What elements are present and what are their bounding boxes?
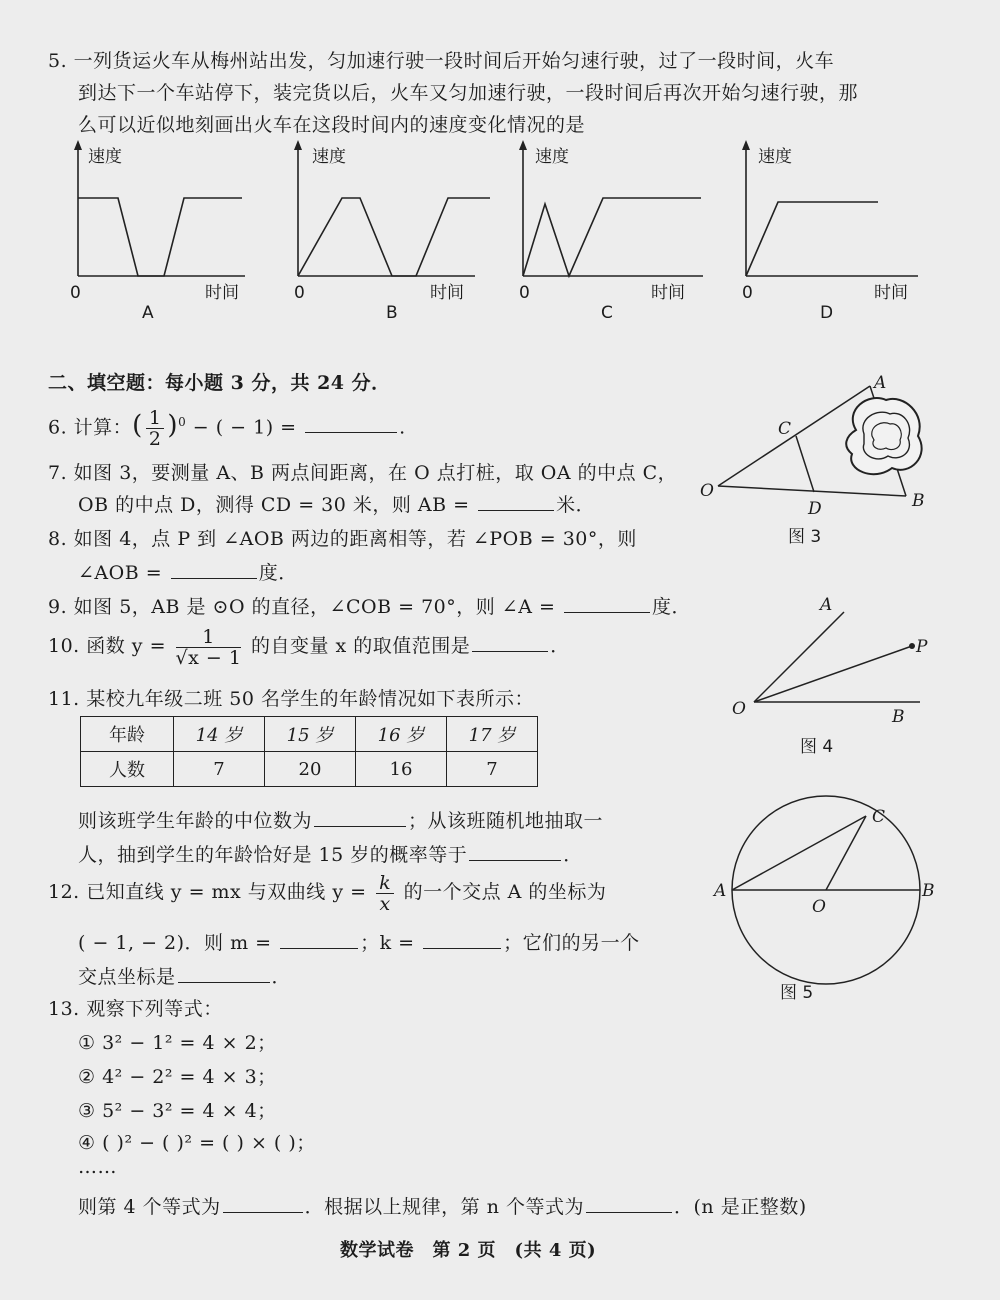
q8-unit: 度． [258,562,298,584]
graph-a-ylabel: 速度 [88,147,122,167]
table-cell: 年龄 [81,717,174,752]
q11-line3-text: 人，抽到学生的年龄恰好是 15 岁的概率等于 [78,844,468,866]
table-row [81,717,538,752]
table-cell: 16 岁 [356,717,447,752]
q6: 6. 计算：( $\frac{1}{2}$ )$^0$ − ( − 1) = . [48,406,406,450]
q12-m-blank[interactable] [280,947,358,949]
q6-answer-blank[interactable] [305,431,397,433]
graph-d-xlabel: 时间 [874,283,908,303]
q13-eq4: ④ ( )² − ( )² = ( ) × ( )； [78,1132,316,1154]
q5-line2: 到达下一个车站停下，装完货以后，火车又匀加速行驶，一段时间后再次开始匀速行驶，那 [78,82,859,104]
q13-line1: 13. 观察下列等式： [48,998,223,1020]
q13-eq1: ① 3² − 1² = 4 × 2； [78,1032,277,1054]
graph-c-ylabel: 速度 [535,147,569,167]
fig3-caption: 图 3 [788,527,822,547]
table-cell: 16 [356,752,447,787]
fig4-label-b: B [892,707,905,727]
graph-b-label: B [386,303,398,323]
q13-eq2: ② 4² − 2² = 4 × 3； [78,1066,277,1088]
q8-line1: 8. 如图 4，点 P 到 ∠AOB 两边的距离相等，若 ∠POB = 30°，则 [48,528,637,550]
q6-den: 2 [148,427,162,450]
q11-line1: 11. 某校九年级二班 50 名学生的年龄情况如下表所示： [48,688,535,710]
q6-end: . [399,416,406,439]
q11-line2-text: 则该班学生年龄的中位数为 [78,810,313,832]
fig3-label-b: B [912,491,925,511]
q6-num: 1 [146,408,165,429]
q10-end: ． [550,635,570,657]
table-cell: 17 岁 [447,717,538,752]
q11-line3-end: ． [563,844,583,866]
figure-3 [696,370,946,550]
q10-fraction [176,627,242,668]
q11-line2 [78,806,603,833]
q11-probability-blank[interactable] [469,859,561,861]
graph-d-ylabel: 速度 [758,147,792,167]
age-table [80,716,538,787]
q7-unit: 米． [556,494,596,516]
q8-line2 [78,558,298,585]
q6-prefix: 6. 计算： [48,416,133,439]
q6-exp: 0 [178,415,187,429]
figure-5 [708,798,948,1008]
q12-text-a: 12. 已知直线 y = mx 与双曲线 y = [48,881,374,903]
fig3-label-o: O [700,481,714,501]
table-cell: 7 [174,752,265,787]
q12-num: k [376,873,394,894]
q12-line3 [78,962,291,989]
q12-line1 [48,870,606,914]
figure-4 [726,590,946,760]
table-cell: 7 [447,752,538,787]
graph-d-label: D [820,303,834,323]
q10-answer-blank[interactable] [472,650,548,652]
q12-line3-end: ． [271,966,292,988]
graph-a-label: A [142,303,154,323]
q6-fraction [146,408,165,449]
q12-line2-rest: ；它们的另一个 [503,932,640,954]
page-footer: 数学试卷 第 2 页 (共 4 页) [340,1240,597,1261]
table-cell: 人数 [81,752,174,787]
q13-last-text-b: ．根据以上规律，第 n 个等式为 [304,1196,584,1218]
table-cell: 15 岁 [265,717,356,752]
graph-c [505,140,705,330]
fig3-label-a: A [874,373,887,393]
q11-median-blank[interactable] [314,825,406,827]
q6-rest: − ( − 1) = [186,416,304,439]
table-cell: 20 [265,752,356,787]
q9-unit: 度． [651,596,691,618]
q11-line2-rest: ；从该班随机地抽取一 [408,810,604,832]
q12-fraction [376,873,394,914]
q5-line1: 5. 一列货运火车从梅州站出发，匀加速行驶一段时间后开始匀速行驶，过了一段时间，火车 [48,50,835,72]
graph-a [60,140,250,330]
graph-d [728,140,928,330]
q12-line2-text: ( − 1, − 2)．则 m = [78,932,279,954]
q8-line2-text: ∠AOB = [78,562,169,584]
q12-line2 [78,928,640,955]
q7-answer-blank[interactable] [478,509,554,511]
q13-fourth-eq-blank[interactable] [223,1211,303,1213]
graph-c-label: C [601,303,613,323]
graph-c-origin: 0 [519,283,530,303]
q13-last-text-a: 则第 4 个等式为 [78,1196,221,1218]
q5-line3: 么可以近似地刻画出火车在这段时间内的速度变化情况的是 [78,114,586,136]
q10-text-a: 10. 函数 y = [48,635,173,657]
fig3-label-c: C [778,419,792,439]
q12-line3-text: 交点坐标是 [78,966,176,988]
q9-text: 9. 如图 5，AB 是 ⊙O 的直径，∠COB = 70°，则 ∠A = [48,596,562,618]
q9 [48,592,691,619]
fig4-caption: 图 4 [800,737,834,757]
q12-k-text: ；k = [360,932,422,954]
q13-last [78,1192,807,1219]
fig3-label-d: D [808,499,822,519]
q12-den: x [379,892,391,915]
graph-c-xlabel: 时间 [651,283,685,303]
q7-line1: 7. 如图 3，要测量 A、B 两点间距离，在 O 点打桩，取 OA 的中点 C， [48,462,678,484]
fig5-label-c: C [872,807,886,827]
graph-a-origin: 0 [70,283,81,303]
fig4-label-a: A [820,595,833,615]
fig5-caption: 图 5 [780,983,814,1003]
fig5-label-a: A [714,881,727,901]
q10-den: √x − 1 [175,646,242,669]
q12-point-blank[interactable] [178,981,270,983]
graph-b-origin: 0 [294,283,305,303]
fig5-label-o: O [812,897,826,917]
graph-a-xlabel: 时间 [205,283,239,303]
fig5-label-b: B [922,881,935,901]
graph-b-xlabel: 时间 [430,283,464,303]
q10 [48,624,570,668]
section2-heading: 二、填空题：每小题 3 分，共 24 分． [48,372,391,394]
q13-nth-eq-blank[interactable] [586,1211,672,1213]
q8-answer-blank[interactable] [171,577,257,579]
q13-dots: …… [78,1156,117,1178]
q11-line3 [78,840,583,867]
q12-k-blank[interactable] [423,947,501,949]
q12-text-b: 的一个交点 A 的坐标为 [397,881,607,903]
q10-text-b: 的自变量 x 的取值范围是 [244,635,471,657]
q13-eq3: ③ 5² − 3² = 4 × 4； [78,1100,277,1122]
table-cell: 14 岁 [174,717,265,752]
q13-last-text-c: ．(n 是正整数) [674,1196,807,1218]
graph-b [280,140,480,330]
q7-line2 [78,490,595,517]
q9-answer-blank[interactable] [564,611,650,613]
fig4-label-p: P [916,637,928,657]
q7-line2-text: OB 的中点 D，测得 CD = 30 米，则 AB = [78,494,477,516]
graph-b-ylabel: 速度 [312,147,346,167]
graph-d-origin: 0 [742,283,753,303]
table-row [81,752,538,787]
fig4-label-o: O [732,699,746,719]
q10-num: 1 [176,627,242,648]
